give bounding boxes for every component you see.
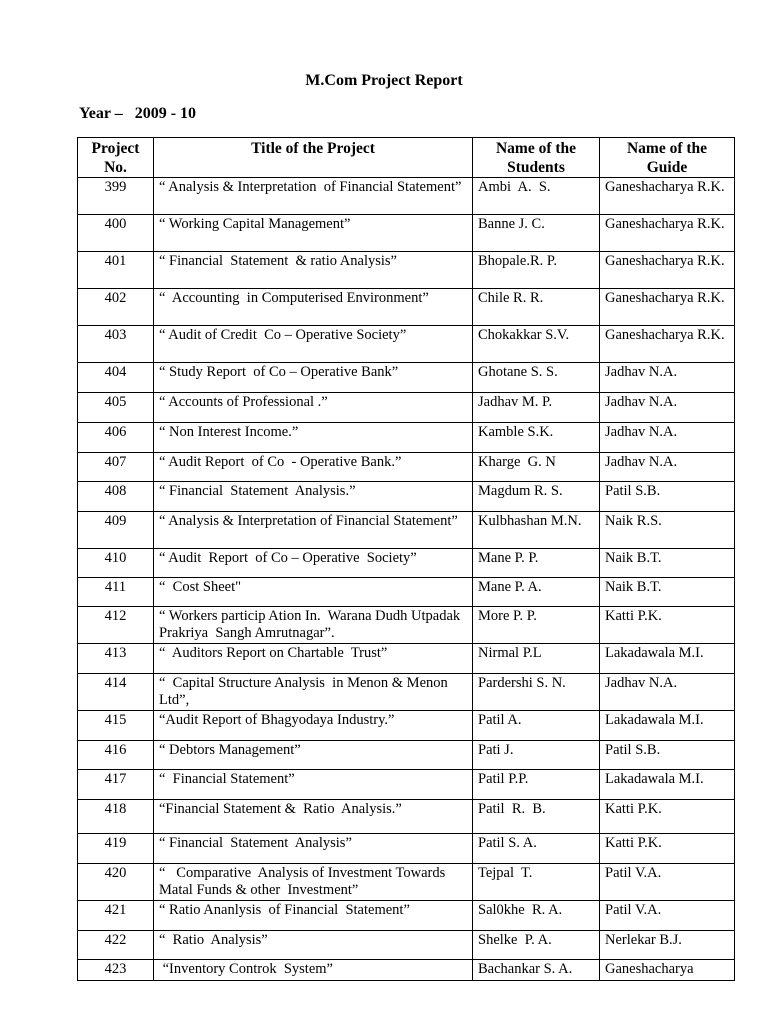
project-no-cell: 421 bbox=[78, 901, 154, 931]
project-title-cell: “ Audit of Credit Co – Operative Society” bbox=[154, 326, 473, 363]
guide-name-cell: Jadhav N.A. bbox=[600, 453, 735, 482]
table-row bbox=[78, 644, 735, 674]
table-row bbox=[78, 960, 735, 981]
student-name-cell: Patil A. bbox=[473, 711, 600, 741]
project-no-cell: 407 bbox=[78, 453, 154, 482]
student-name-cell: Chokakkar S.V. bbox=[473, 326, 600, 363]
student-name-cell: Kharge G. N bbox=[473, 453, 600, 482]
project-title-cell: “Inventory Controk System” bbox=[154, 960, 473, 981]
student-name-cell: Mane P. A. bbox=[473, 578, 600, 607]
guide-name-cell: Katti P.K. bbox=[600, 800, 735, 834]
student-name-cell: Magdum R. S. bbox=[473, 482, 600, 512]
header-project-no: Project No. bbox=[78, 138, 154, 178]
header-students: Name of the Students bbox=[473, 138, 600, 178]
table-row bbox=[78, 215, 735, 252]
project-no-cell: 402 bbox=[78, 289, 154, 326]
table-row bbox=[78, 711, 735, 741]
student-name-cell: Bhopale.R. P. bbox=[473, 252, 600, 289]
table-row bbox=[78, 578, 735, 607]
guide-name-cell: Katti P.K. bbox=[600, 607, 735, 644]
table-row bbox=[78, 512, 735, 549]
project-no-cell: 414 bbox=[78, 674, 154, 711]
project-no-cell: 406 bbox=[78, 423, 154, 453]
project-no-cell: 413 bbox=[78, 644, 154, 674]
project-no-cell: 404 bbox=[78, 363, 154, 393]
project-title-cell: “ Financial Statement Analysis.” bbox=[154, 482, 473, 512]
guide-name-cell: Ganeshacharya R.K. bbox=[600, 215, 735, 252]
student-name-cell: Mane P. P. bbox=[473, 549, 600, 578]
table-row bbox=[78, 800, 735, 834]
guide-name-cell: Naik R.S. bbox=[600, 512, 735, 549]
project-no-cell: 410 bbox=[78, 549, 154, 578]
project-title-cell: “ Comparative Analysis of Investment Towards Matal Funds & other Investment” bbox=[154, 864, 473, 901]
project-title-cell: “ Financial Statement & ratio Analysis” bbox=[154, 252, 473, 289]
project-title-cell: “Audit Report of Bhagyodaya Industry.” bbox=[154, 711, 473, 741]
project-title-cell: “Financial Statement & Ratio Analysis.” bbox=[154, 800, 473, 834]
student-name-cell: Bachankar S. A. bbox=[473, 960, 600, 981]
student-name-cell: Nirmal P.L bbox=[473, 644, 600, 674]
student-name-cell: Ghotane S. S. bbox=[473, 363, 600, 393]
table-row bbox=[78, 741, 735, 770]
project-no-cell: 415 bbox=[78, 711, 154, 741]
project-title-cell: “ Debtors Management” bbox=[154, 741, 473, 770]
project-no-cell: 422 bbox=[78, 931, 154, 960]
project-no-cell: 411 bbox=[78, 578, 154, 607]
guide-name-cell: Ganeshacharya R.K. bbox=[600, 252, 735, 289]
project-title-cell: “ Ratio Analysis” bbox=[154, 931, 473, 960]
project-title-cell: “ Audit Report of Co - Operative Bank.” bbox=[154, 453, 473, 482]
table-row bbox=[78, 393, 735, 423]
guide-name-cell: Ganeshacharya R.K. bbox=[600, 326, 735, 363]
project-no-cell: 420 bbox=[78, 864, 154, 901]
guide-name-cell: Jadhav N.A. bbox=[600, 363, 735, 393]
project-no-cell: 401 bbox=[78, 252, 154, 289]
table-row bbox=[78, 326, 735, 363]
student-name-cell: More P. P. bbox=[473, 607, 600, 644]
project-title-cell: “ Capital Structure Analysis in Menon & Menon Ltd”, bbox=[154, 674, 473, 711]
student-name-cell: Ambi A. S. bbox=[473, 178, 600, 215]
table-header-row bbox=[78, 138, 735, 178]
project-no-cell: 418 bbox=[78, 800, 154, 834]
student-name-cell: Chile R. R. bbox=[473, 289, 600, 326]
page-title: M.Com Project Report bbox=[305, 72, 463, 89]
guide-name-cell: Naik B.T. bbox=[600, 578, 735, 607]
table-row bbox=[78, 363, 735, 393]
table-row bbox=[78, 549, 735, 578]
project-title-cell: “ Financial Statement” bbox=[154, 770, 473, 800]
guide-name-cell: Lakadawala M.I. bbox=[600, 711, 735, 741]
guide-name-cell: Jadhav N.A. bbox=[600, 423, 735, 453]
student-name-cell: Banne J. C. bbox=[473, 215, 600, 252]
project-no-cell: 409 bbox=[78, 512, 154, 549]
project-title-cell: “ Accounting in Computerised Environment” bbox=[154, 289, 473, 326]
student-name-cell: Patil S. A. bbox=[473, 834, 600, 864]
guide-name-cell: Patil V.A. bbox=[600, 901, 735, 931]
table-row bbox=[78, 931, 735, 960]
table-row bbox=[78, 482, 735, 512]
table-row bbox=[78, 178, 735, 215]
project-title-cell: “ Study Report of Co – Operative Bank” bbox=[154, 363, 473, 393]
header-guide: Name of the Guide bbox=[600, 138, 735, 178]
project-title-cell: “ Cost Sheet" bbox=[154, 578, 473, 607]
guide-name-cell: Patil S.B. bbox=[600, 482, 735, 512]
project-no-cell: 400 bbox=[78, 215, 154, 252]
table-row bbox=[78, 252, 735, 289]
student-name-cell: Tejpal T. bbox=[473, 864, 600, 901]
student-name-cell: Pardershi S. N. bbox=[473, 674, 600, 711]
project-no-cell: 399 bbox=[78, 178, 154, 215]
guide-name-cell: Ganeshacharya R.K. bbox=[600, 178, 735, 215]
guide-name-cell: Lakadawala M.I. bbox=[600, 770, 735, 800]
student-name-cell: Sal0khe R. A. bbox=[473, 901, 600, 931]
table-row bbox=[78, 864, 735, 901]
project-title-cell: “ Audit Report of Co – Operative Society” bbox=[154, 549, 473, 578]
table-row bbox=[78, 834, 735, 864]
guide-name-cell: Patil S.B. bbox=[600, 741, 735, 770]
project-title-cell: “ Workers particip Ation In. Warana Dudh Utpadak Prakriya Sangh Amrutnagar”. bbox=[154, 607, 473, 644]
guide-name-cell: Lakadawala M.I. bbox=[600, 644, 735, 674]
table-row bbox=[78, 423, 735, 453]
guide-name-cell: Naik B.T. bbox=[600, 549, 735, 578]
project-title-cell: “ Auditors Report on Chartable Trust” bbox=[154, 644, 473, 674]
project-no-cell: 416 bbox=[78, 741, 154, 770]
project-title-cell: “ Financial Statement Analysis” bbox=[154, 834, 473, 864]
guide-name-cell: Ganeshacharya R.K. bbox=[600, 289, 735, 326]
project-title-cell: “ Non Interest Income.” bbox=[154, 423, 473, 453]
project-no-cell: 419 bbox=[78, 834, 154, 864]
table-row bbox=[78, 453, 735, 482]
table-row bbox=[78, 901, 735, 931]
student-name-cell: Shelke P. A. bbox=[473, 931, 600, 960]
header-title: Title of the Project bbox=[154, 138, 473, 178]
project-no-cell: 408 bbox=[78, 482, 154, 512]
guide-name-cell: Nerlekar B.J. bbox=[600, 931, 735, 960]
project-title-cell: “ Analysis & Interpretation of Financial Statement” bbox=[154, 512, 473, 549]
project-title-cell: “ Accounts of Professional .” bbox=[154, 393, 473, 423]
project-title-cell: “ Working Capital Management” bbox=[154, 215, 473, 252]
guide-name-cell: Katti P.K. bbox=[600, 834, 735, 864]
project-no-cell: 405 bbox=[78, 393, 154, 423]
guide-name-cell: Jadhav N.A. bbox=[600, 393, 735, 423]
guide-name-cell: Patil V.A. bbox=[600, 864, 735, 901]
table-row bbox=[78, 770, 735, 800]
project-no-cell: 417 bbox=[78, 770, 154, 800]
project-title-cell: “ Analysis & Interpretation of Financial Statement” bbox=[154, 178, 473, 215]
project-no-cell: 423 bbox=[78, 960, 154, 981]
student-name-cell: Patil R. B. bbox=[473, 800, 600, 834]
table-row bbox=[78, 289, 735, 326]
year-label: Year – 2009 - 10 bbox=[79, 105, 197, 122]
guide-name-cell: Jadhav N.A. bbox=[600, 674, 735, 711]
project-no-cell: 412 bbox=[78, 607, 154, 644]
student-name-cell: Kamble S.K. bbox=[473, 423, 600, 453]
student-name-cell: Pati J. bbox=[473, 741, 600, 770]
student-name-cell: Jadhav M. P. bbox=[473, 393, 600, 423]
student-name-cell: Patil P.P. bbox=[473, 770, 600, 800]
guide-name-cell: Ganeshacharya bbox=[600, 960, 735, 981]
project-title-cell: “ Ratio Ananlysis of Financial Statement” bbox=[154, 901, 473, 931]
table-row bbox=[78, 674, 735, 711]
project-table bbox=[77, 137, 735, 981]
table-row bbox=[78, 607, 735, 644]
student-name-cell: Kulbhashan M.N. bbox=[473, 512, 600, 549]
project-no-cell: 403 bbox=[78, 326, 154, 363]
